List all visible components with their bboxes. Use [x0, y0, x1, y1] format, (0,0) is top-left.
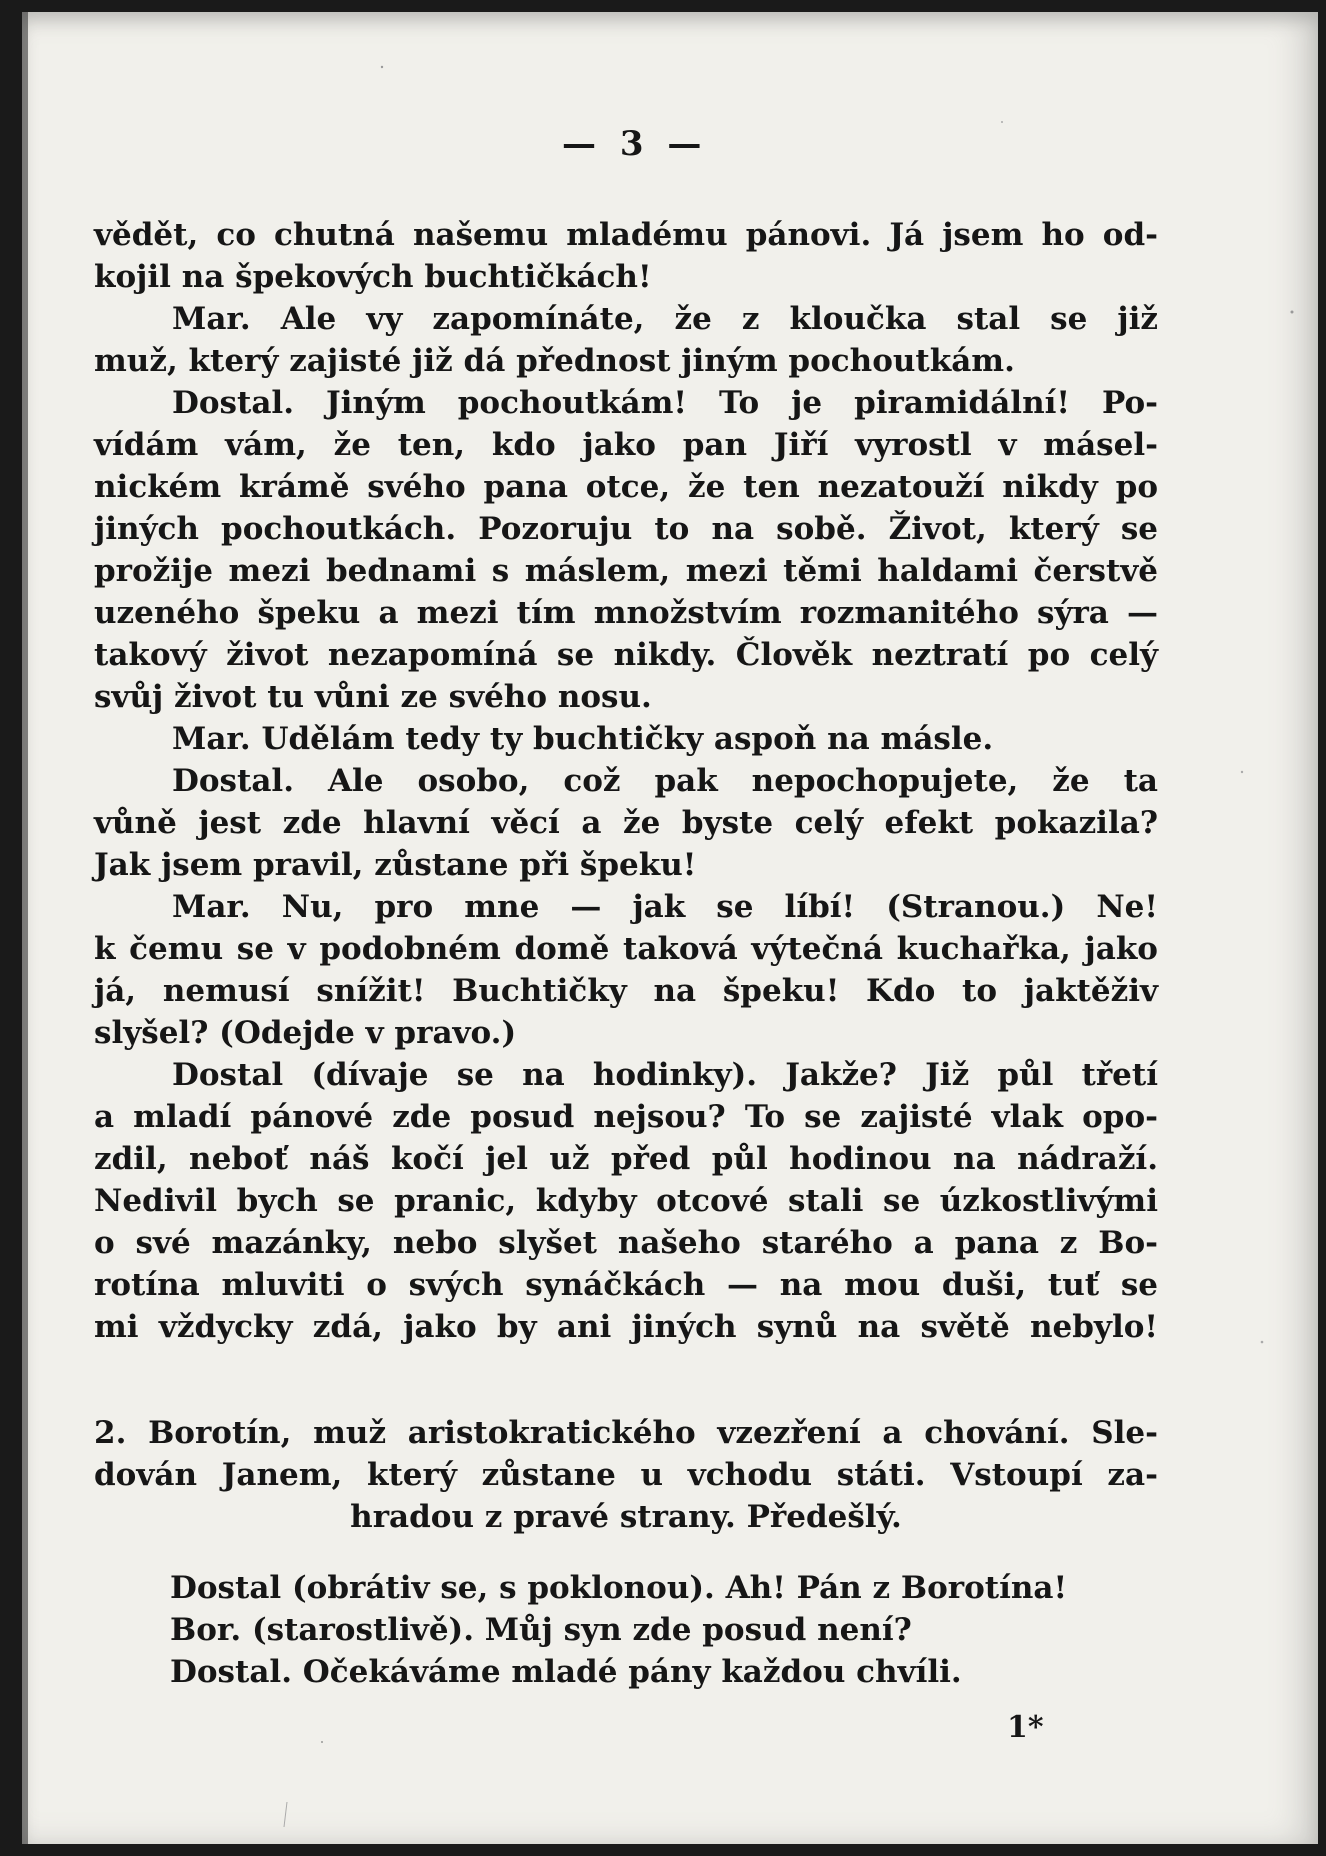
text-line: vídám vám, že ten, kdo jako pan Jiří vyrostl v másel- [94, 427, 1158, 463]
text-line: Dostal (dívaje se na hodinky). Jakže? Již půl třetí [172, 1057, 1158, 1093]
text-line: o své mazánky, nebo slyšet našeho starého a pana z Bo- [94, 1225, 1158, 1261]
text-line: Dostal. Ale osobo, což pak nepochopujete, že ta [172, 763, 1158, 799]
text-line: já, nemusí snížit! Buchtičky na špeku! Kdo to jaktěživ [94, 973, 1158, 1009]
text-line: prožije mezi bednami s máslem, mezi těmi haldami čerstvě [94, 553, 1158, 589]
dialogue-line: Bor. (starostlivě). Můj syn zde posud není? [170, 1612, 912, 1648]
text-line: nickém krámě svého pana otce, že ten nezatouží nikdy po [94, 469, 1158, 505]
scene-line: 2. Borotín, muž aristokratického vzezření a chování. Sle- [94, 1415, 1158, 1451]
text-line: takový život nezapomíná se nikdy. Člověk neztratí po celý [94, 637, 1158, 673]
text-line: rotína mluviti o svých synáčkách — na mou duši, tuť se [94, 1267, 1158, 1303]
dialogue-line: Dostal (obrátiv se, s poklonou). Ah! Pán z Borotína! [170, 1570, 1068, 1606]
scene-line: hradou z pravé strany. Předešlý. [350, 1499, 902, 1535]
dialogue-block [170, 1567, 1150, 1693]
scene-line: dován Janem, který zůstane u vchodu státi. Vstoupí za- [94, 1457, 1158, 1493]
dialogue-line: Dostal. Očekáváme mladé pány každou chvíli. [170, 1654, 962, 1690]
scene-direction [94, 1412, 1158, 1538]
text-line: kojil na špekových buchtičkách! [94, 259, 652, 295]
text-line: uzeného špeku a mezi tím množstvím rozmanitého sýra — [94, 595, 1158, 631]
text-line: vůně jest zde hlavní věcí a že byste celý efekt pokazila? [94, 805, 1158, 841]
text-line: jiných pochoutkách. Pozoruju to na sobě. Život, který se [94, 511, 1158, 547]
text-line: Mar. Udělám tedy ty buchtičky aspoň na másle. [172, 721, 994, 757]
signature-mark: 1* [1007, 1710, 1044, 1745]
page-number: — 3 — [562, 124, 708, 164]
text-line: muž, který zajisté již dá přednost jiným pochoutkám. [94, 343, 1015, 379]
text-line: slyšel? (Odejde v pravo.) [94, 1015, 517, 1051]
text-line: a mladí pánové zde posud nejsou? To se zajisté vlak opo- [94, 1099, 1158, 1135]
text-line: Mar. Nu, pro mne — jak se líbí! (Stranou.) Ne! [172, 889, 1158, 925]
text-line: zdil, neboť náš kočí jel už před půl hodinou na nádraží. [94, 1141, 1158, 1177]
text-line: Jak jsem pravil, zůstane při špeku! [94, 847, 697, 883]
text-line: vědět, co chutná našemu mladému pánovi. Já jsem ho od- [94, 217, 1158, 253]
text-line: Dostal. Jiným pochoutkám! To je piramidální! Po- [172, 385, 1158, 421]
book-page [22, 12, 1318, 1844]
text-line: mi vždycky zdá, jako by ani jiných synů na světě nebylo! [94, 1309, 1158, 1345]
text-line: Nedivil bych se pranic, kdyby otcové stali se úzkostlivými [94, 1183, 1158, 1219]
text-line: Mar. Ale vy zapomínáte, že z kloučka stal se již [172, 301, 1158, 337]
text-line: svůj život tu vůni ze svého nosu. [94, 679, 652, 715]
main-paragraph [94, 214, 1158, 1348]
text-line: k čemu se v podobném domě taková výtečná kuchařka, jako [94, 931, 1158, 967]
